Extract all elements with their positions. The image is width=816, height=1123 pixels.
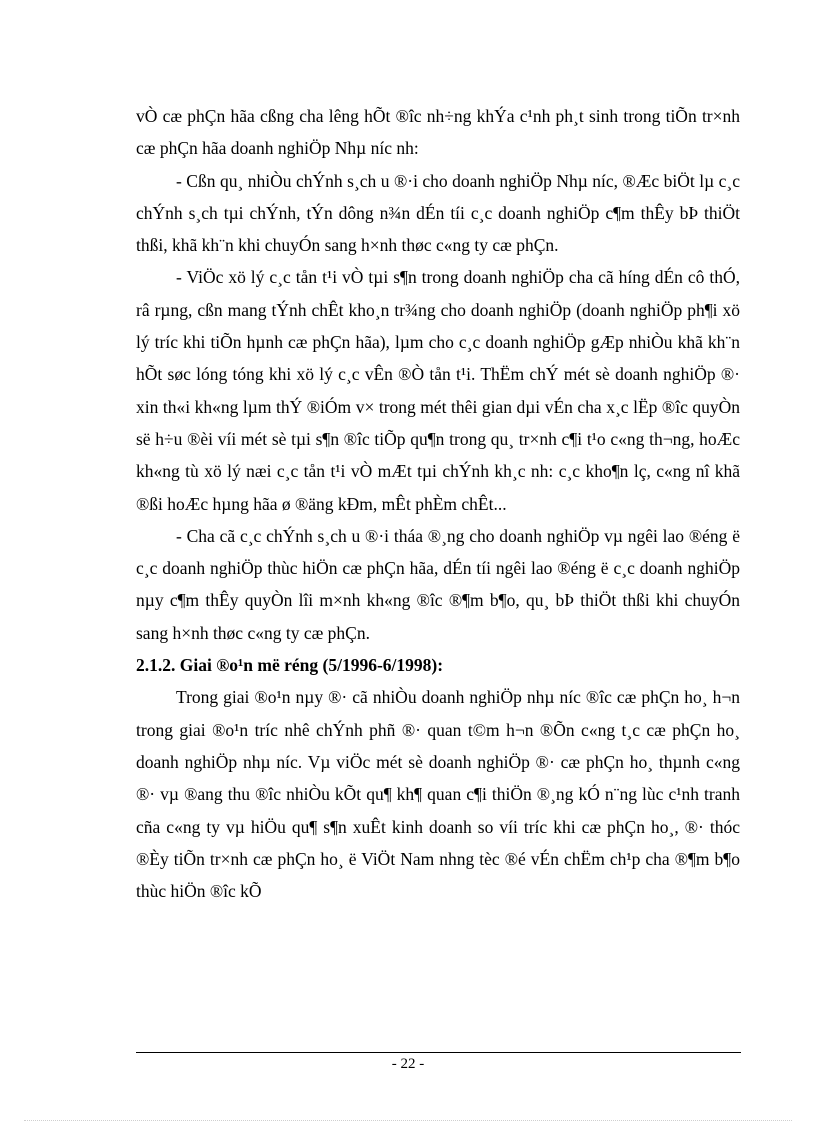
section-paragraph: Trong giai ®o¹n nµy ®· cã nhiÒu doanh nghiÖp nhµ níc ®îc cæ phÇn ho¸ h¬n trong giai ®o¹n tríc nhê chÝnh phñ ®· quan t©m h¬n ®Õn c«ng t¸c cæ phÇn ho¸ doanh nghiÖp nhµ níc. Vµ viÖc mét sè doanh nghiÖp ®· cæ phÇn ho¸ thµnh c«ng ®· vµ ®ang thu ®îc nhiÒu kÕt qu¶ kh¶ quan c¶i thiÖn ®¸ng kÓ n¨ng lùc c¹nh tranh cña c«ng ty vµ hiÖu qu¶ s¶n xuÊt kinh doanh so víi tríc khi cæ phÇn ho¸, ®· thóc ®Èy tiÕn tr×nh cæ phÇn ho¸ ë ViÖt Nam nhng tèc ®é vÉn chËm ch¹p cha ®¶m b¶o thùc hiÖn ®îc kÕ xyxy=(136,687,740,902)
paragraph-intro: vÒ cæ phÇn hãa cßng cha lêng hÕt ®îc nh÷ng khÝa c¹nh ph¸t sinh trong tiÕn tr×nh cæ phÇn hãa doanh nghiÖp Nhµ níc nh: xyxy=(136,106,740,159)
page-bottom-border xyxy=(24,1120,792,1121)
body-text xyxy=(136,100,740,907)
section-heading: 2.1.2. Giai ®o¹n më réng (5/1996-6/1998): xyxy=(136,655,444,676)
footer-divider xyxy=(136,1052,741,1053)
page-number: - 22 - xyxy=(391,1056,425,1072)
paragraph-bullet-2: - ViÖc xö lý c¸c tån t¹i vÒ tµi s¶n trong doanh nghiÖp cha cã híng dÉn cô thÓ, râ rµng, cßn mang tÝnh chÊt kho¸n tr¾ng cho doanh nghiÖp (doanh nghiÖp ph¶i xö lý tríc khi tiÕn hµnh cæ phÇn hãa), lµm cho c¸c doanh nghiÖp gÆp nhiÒu khã kh¨n hÕt søc lóng tóng khi xö lý c¸c vÊn ®Ò tån t¹i. ThËm chÝ mét sè doanh nghiÖp ®· xin th«i kh«ng lµm thÝ ®iÓm v× trong mét thêi gian dµi vÉn cha x¸c lËp ®îc quyÒn së h÷u ®èi víi mét sè tµi s¶n ®îc tiÕp qu¶n trong qu¸ tr×nh c¶i t¹o c«ng th¬ng, hoÆc kh«ng tù xö lý næi c¸c tån t¹i vÒ mÆt tµi chÝnh kh¸c nh: c¸c kho¶n lç, c«ng nî khã ®ßi hoÆc hµng hãa ø ®äng kÐm, mÊt phÈm chÊt... xyxy=(136,267,740,514)
paragraph-bullet-3: - Cha cã c¸c chÝnh s¸ch u ®·i tháa ®¸ng cho doanh nghiÖp vµ ngêi lao ®éng ë c¸c doanh nghiÖp thùc hiÖn cæ phÇn hãa, dÉn tíi ngêi lao ®éng ë c¸c doanh nghiÖp nµy c¶m thÊy quyÒn lîi m×nh kh«ng ®îc ®¶m b¶o, qu¸ bÞ thiÖt thßi khi chuyÓn sang h×nh thøc c«ng ty cæ phÇn. xyxy=(136,525,740,643)
paragraph-bullet-1: - Cßn qu¸ nhiÒu chÝnh s¸ch u ®·i cho doanh nghiÖp Nhµ níc, ®Æc biÖt lµ c¸c chÝnh s¸ch tµi chÝnh, tÝn dông n¾n dÉn tíi c¸c doanh nghiÖp c¶m thÊy bÞ thiÖt thßi, khã kh¨n khi chuyÓn sang h×nh thøc c«ng ty cæ phÇn. xyxy=(136,170,740,256)
